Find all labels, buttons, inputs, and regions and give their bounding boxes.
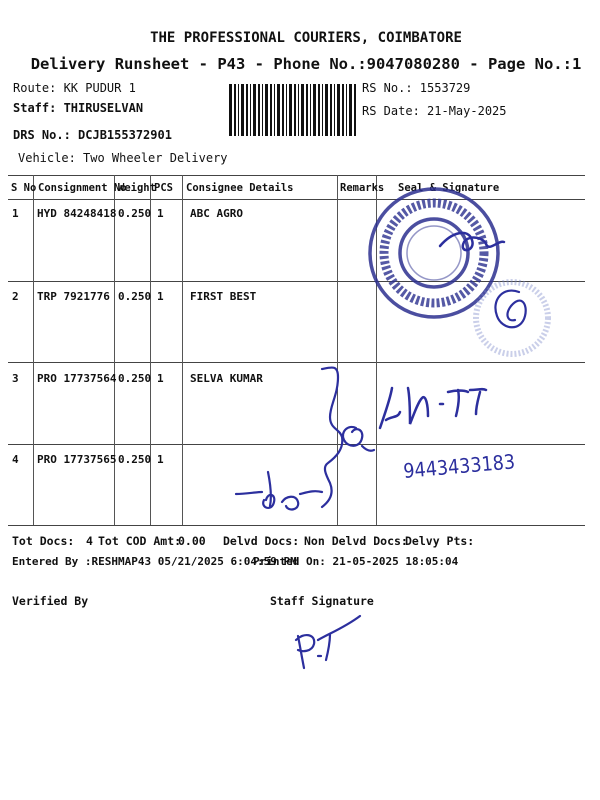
barcode-bar (262, 84, 263, 136)
non-delvd-docs-label: Non Delvd Docs: (304, 534, 408, 548)
table-row-weight: 0.250 (118, 207, 152, 220)
delvd-docs-label: Delvd Docs: (223, 534, 300, 548)
column-divider (33, 175, 34, 525)
barcode-bar (282, 84, 284, 136)
table-row-pcs: 1 (157, 372, 164, 385)
barcode-bar (286, 84, 287, 136)
header-weight: Weight (118, 182, 156, 194)
barcode-bar (310, 84, 311, 136)
row-divider (8, 362, 585, 363)
barcode-bar (298, 84, 299, 136)
barcode-bar (318, 84, 320, 136)
table-row-consignment: PRO 17737565 (37, 453, 117, 466)
barcode-bar (349, 84, 352, 136)
tot-cod-value: 0.00 (178, 534, 206, 548)
staff-signature-handwriting (296, 616, 360, 668)
barcode-bar (306, 84, 308, 136)
barcode-bar (334, 84, 335, 136)
company-title: THE PROFESSIONAL COURIERS, COIMBATORE (150, 30, 462, 46)
barcode-bar (337, 84, 340, 136)
verified-by-label: Verified By (12, 594, 89, 608)
table-row-pcs: 1 (157, 207, 164, 220)
barcode-bar (289, 84, 292, 136)
barcode-image (229, 84, 356, 136)
table-top-border (8, 175, 585, 176)
column-divider (376, 175, 377, 525)
header-seal: Seal & Signature (398, 182, 500, 194)
table-row-consignee: SELVA KUMAR (190, 372, 263, 385)
header-consignment: Consignment No (38, 182, 127, 194)
barcode-bar (346, 84, 347, 136)
barcode-bar (325, 84, 328, 136)
table-row-sno: 2 (12, 290, 19, 303)
barcode-bar (241, 84, 244, 136)
barcode-bar (354, 84, 356, 136)
barcode-bar (277, 84, 280, 136)
row4-scribble (236, 472, 322, 509)
barcode-bar (270, 84, 272, 136)
header-pcs: PCS (154, 182, 173, 194)
table-row-pcs: 1 (157, 290, 164, 303)
rs-date: RS Date: 21-May-2025 (362, 104, 507, 118)
row-divider (8, 281, 585, 282)
barcode-bar (294, 84, 296, 136)
handwritten-phone: 9443433183 (402, 447, 532, 483)
seal-signature-mark (440, 233, 504, 250)
barcode-bar (238, 84, 239, 136)
barcode-bar (258, 84, 260, 136)
column-divider (182, 175, 183, 525)
barcode-bar (229, 84, 232, 136)
header-remarks: Remarks (340, 182, 385, 194)
table-row-weight: 0.250 (118, 290, 152, 303)
rs-number: RS No.: 1553729 (362, 81, 471, 95)
barcode-bar (313, 84, 316, 136)
barcode-bar (322, 84, 323, 136)
table-row-consignee: ABC AGRO (190, 207, 243, 220)
table-bottom-border (8, 525, 585, 526)
entered-by: Entered By :RESHMAP43 05/21/2025 6:04:59 PM (12, 555, 297, 568)
staff-signature-label: Staff Signature (270, 594, 374, 608)
runsheet-subtitle: Delivery Runsheet - P43 - Phone No.:9047080280 - Page No.:1 (30, 55, 582, 73)
table-row-consignment: TRP 7921776 (37, 290, 110, 303)
table-row-pcs: 1 (157, 453, 164, 466)
faint-stamp (476, 282, 548, 354)
printed-on: Printed On: 21-05-2025 18:05:04 (253, 555, 459, 568)
barcode-bar (234, 84, 236, 136)
loop-mark (343, 427, 374, 451)
bracket-stroke (322, 367, 342, 507)
barcode-bar (253, 84, 256, 136)
barcode-bar (301, 84, 304, 136)
table-row-weight: 0.250 (118, 453, 152, 466)
barcode-bar (265, 84, 268, 136)
barcode-bar (250, 84, 251, 136)
barcode-bar (246, 84, 248, 136)
staff-text: Staff: THIRUSELVAN (13, 101, 144, 115)
table-row-weight: 0.250 (118, 372, 152, 385)
header-consignee: Consignee Details (186, 182, 294, 194)
table-row-sno: 3 (12, 372, 19, 385)
table-header-border (8, 199, 585, 200)
header-sno: S No (11, 182, 37, 194)
circled-mark (495, 291, 525, 328)
vehicle-text: Vehicle: Two Wheeler Delivery (18, 151, 228, 165)
column-divider (337, 175, 338, 525)
table-row-consignment: PRO 17737564 (37, 372, 117, 385)
delvy-pts-label: Delvy Pts: (405, 534, 475, 548)
table-row-sno: 4 (12, 453, 19, 466)
table-row-consignee: FIRST BEST (190, 290, 257, 303)
barcode-bar (274, 84, 275, 136)
row-divider (8, 444, 585, 445)
initials-signature (380, 388, 486, 428)
tot-docs-label: Tot Docs: (12, 534, 75, 548)
barcode-bar (330, 84, 332, 136)
column-divider (114, 175, 115, 525)
company-seal-stamp (370, 189, 498, 317)
table-row-sno: 1 (12, 207, 19, 220)
route-text: Route: KK PUDUR 1 (13, 81, 136, 95)
drs-number: DRS No.: DCJB155372901 (13, 128, 172, 142)
column-divider (150, 175, 151, 525)
table-row-consignment: HYD 84248418 (37, 207, 117, 220)
tot-cod-label: Tot COD Amt: (98, 534, 182, 548)
tot-docs-value: 4 (86, 534, 93, 548)
barcode-bar (342, 84, 344, 136)
